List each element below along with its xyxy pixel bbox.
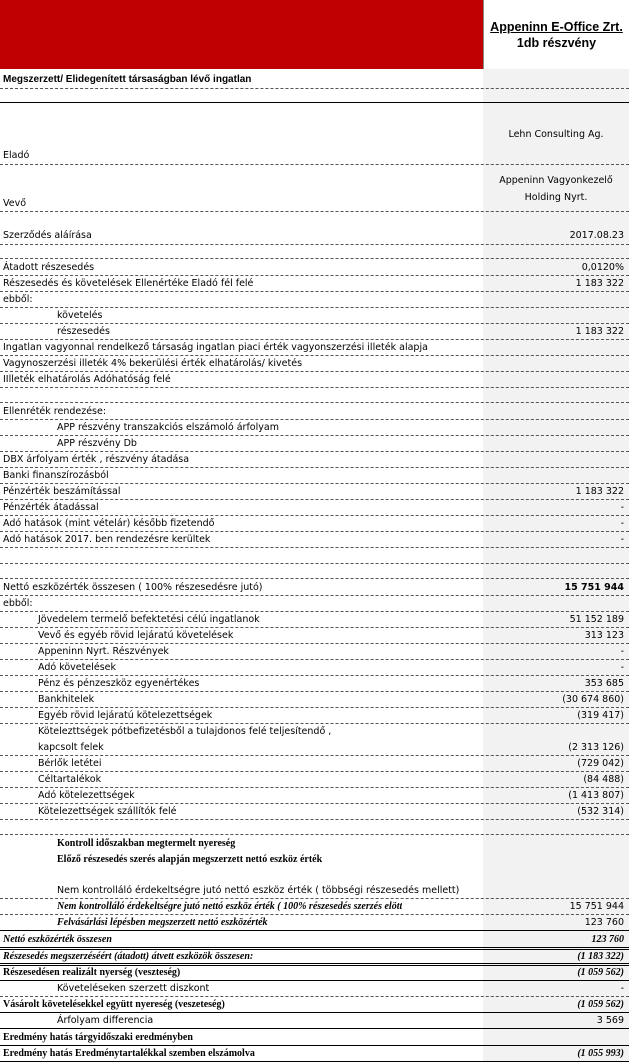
table-row: Vevő és egyéb rövid lejáratú követelések 313 123: [38, 630, 624, 641]
divider: [0, 211, 629, 212]
table-row: Adó hatások 2017. ben rendezésre kerültek -: [3, 534, 624, 545]
table-row: Vásárolt követelésekkel együtt nyereség (veszeteség) (1 059 562): [3, 999, 624, 1010]
table-row: Vagynoszerzési illeték 4% bekerülési érték elhatárolás/ kivetés: [3, 358, 303, 369]
sheet-title: Megszerzett/ Elidegenített társaságban lévő ingatlan: [3, 74, 252, 85]
table-row: Nettó eszközérték összesen 123 760: [3, 934, 624, 945]
table-row: Bérlők letétei (729 042): [38, 758, 624, 769]
table-row: DBX árfolyam érték , részvény átadása: [3, 454, 190, 465]
table-row: Eredmény hatás Eredménytartalékkal szemben elszámolva (1 055 993): [3, 1048, 624, 1059]
header-red-block: [0, 0, 483, 69]
table-row: Kötelezttségek pótbefizetésből a tulajdonos felé teljesítendő ,: [38, 726, 332, 737]
table-row: Bankhitelek (30 674 860): [38, 694, 624, 705]
divider: [0, 834, 629, 835]
seller-value: Lehn Consulting Ag.: [508, 129, 604, 140]
divider: [0, 402, 629, 403]
header-band: [0, 0, 629, 69]
table-row: ebből:: [3, 294, 33, 305]
table-row: APP részvény transzakciós elszámoló árfolyam: [57, 422, 279, 433]
buyer-value-line2: Holding Nyrt.: [524, 192, 588, 203]
table-row: Pénzérték átadással -: [3, 502, 624, 513]
table-row: Előző részesedés szerés alapján megszerzett nettó eszköz érték: [57, 854, 323, 865]
seller-label: Eladó: [3, 150, 30, 161]
table-row: Adó kötelezettségek (1 413 807): [38, 790, 624, 801]
table-row: Árfolyam differencia 3 569: [57, 1015, 624, 1026]
divider: [0, 102, 629, 103]
table-row: Adó hatások (mint vételár) később fizetendő -: [3, 518, 624, 529]
table-row: Kontroll időszakban megtermelt nyereség: [57, 838, 236, 849]
table-row: APP részvény Db: [57, 438, 137, 449]
table-row: Felvásárlási lépésben megszerzett nettó eszközérték 123 760: [57, 917, 624, 928]
buyer-row: [0, 196, 629, 212]
sheet-title-row: [0, 72, 629, 88]
table-row: Nem kontrolláló érdekeltségre jutó nettó eszköz érték ( többségi részesedés mellett): [57, 885, 460, 896]
divider: [0, 164, 629, 165]
divider: [0, 563, 629, 564]
table-row: Nem kontrolláló érdekeltségre jutó nettó eszköz érték ( 100% részesedés szerzés elött 15 751 944: [57, 901, 624, 912]
table-row: ebből:: [3, 598, 33, 609]
table-row: Ellenréték rendezése:: [3, 406, 107, 417]
table-row: Céltartalékok (84 488): [38, 774, 624, 785]
table-row: Appeninn Nyrt. Részvények -: [38, 646, 624, 657]
divider: [0, 258, 629, 259]
table-row: Átadott részesedés 0,0120%: [3, 262, 624, 273]
seller-row: [0, 148, 629, 164]
table-row: Részesedésen realizált nyerség (veszteség) (1 059 562): [3, 967, 624, 978]
table-row: Nettó eszközérték összesen ( 100% részesedésre jutó) 15 751 944: [3, 582, 624, 593]
table-row: Követeléseken szerzett diszkont -: [57, 983, 624, 994]
table-row: Jövedelem termelő befektetési célú ingatlanok 51 152 189: [38, 614, 624, 625]
table-row: részesedés 1 183 322: [57, 326, 624, 337]
table-row: Pénzérték beszámítással 1 183 322: [3, 486, 624, 497]
divider: [0, 387, 629, 388]
table-row: Eredmény hatás tárgyidőszaki eredményben: [3, 1032, 193, 1043]
buyer-label: Vevő: [3, 198, 27, 209]
divider: [0, 547, 629, 548]
divider: [0, 819, 629, 820]
divider: [0, 1028, 629, 1029]
column-header: [483, 0, 629, 69]
divider: [0, 578, 629, 579]
divider: [0, 88, 629, 89]
divider: [0, 930, 629, 931]
table-row: Részesedés megszerzéséért (átadott) átvett eszközök összesen: (1 183 322): [3, 951, 624, 962]
company-name: Appeninn E-Office Zrt.: [490, 20, 623, 34]
table-row: IIlleték elhatárolás Adóhatóság felé: [3, 374, 171, 385]
column-subtitle: 1db részvény: [516, 36, 597, 50]
divider: [0, 244, 629, 245]
table-row: Ingatlan vagyonnal rendelkező társaság ingatlan piaci érték vagyonszerzési illeték alapja: [3, 342, 428, 353]
table-row: követelés: [57, 310, 103, 321]
table-row: kapcsolt felek (2 313 126): [38, 742, 624, 753]
table-row: Kötelezettségek szállítók felé (532 314): [38, 806, 624, 817]
table-row: Részesedés és követelések Ellenértéke Eladó fél felé 1 183 322: [3, 278, 624, 289]
table-row: Szerződés aláírása 2017.08.23: [3, 230, 624, 241]
buyer-value-line1: Appeninn Vagyonkezelő: [499, 175, 613, 186]
table-row: Egyéb rövid lejáratú kötelezettségek (319 417): [38, 710, 624, 721]
table-row: Pénz és pénzeszköz egyenértékes 353 685: [38, 678, 624, 689]
table-row: Adó követelések -: [38, 662, 624, 673]
table-row: Banki finanszírozásból: [3, 470, 109, 481]
